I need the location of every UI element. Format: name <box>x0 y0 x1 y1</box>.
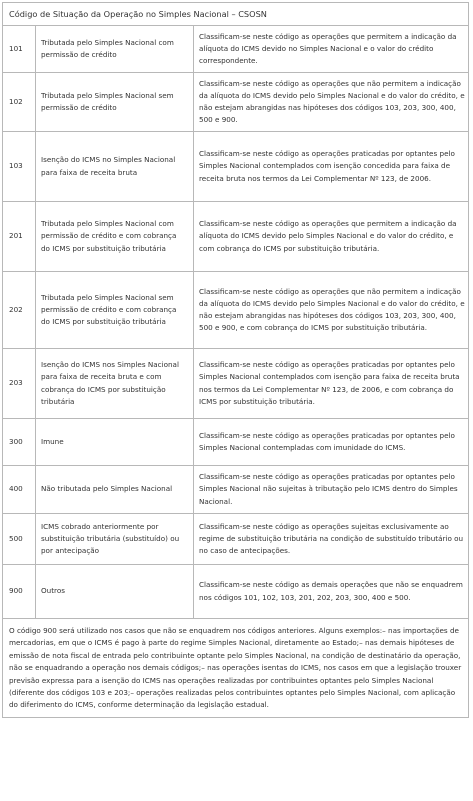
row-code: 400 <box>3 466 36 513</box>
table-row <box>3 132 468 202</box>
row-description: Classificam-se neste código as operações que não permitem a indicação da alíquota do ICMS devido pelo Simples Nacional e do valor do crédito, e não estejam abrangidas nas hipóteses dos códigos 103, 203, 300, 400, 500 e 900, e com cobrança do ICMS por substituição tributária. <box>199 286 465 333</box>
row-name: Tributada pelo Simples Nacional sem permissão de crédito <box>36 73 194 131</box>
footnote: O código 900 será utilizado nos casos que não se enquadrem nos códigos anteriores. Alguns exemplos:– nas importações de mercadorias, em que o ICMS é pago à parte do regime Simples Nacional, diretamente ao Estado;– nas demais hipóteses de emissão de nota fiscal de entrada pelo contribuinte optante pelo Simples Nacional, na condição de destinatário da operação, não se enquadrando a operação nos demais códigos;– nas operações isentas do ICMS, nos casos em que a legislação trouxer previsão expressa para a isenção do ICMS nas operações realizadas por contribuintes optantes pelo Simples Nacional (diferente dos códigos 103 e 203;– operações realizadas pelos contribuintes optantes pelo Simples Nacional, com aplicação do diferimento do ICMS, conforme determinação da legislação estadual. <box>9 626 462 710</box>
row-code: 202 <box>3 272 36 348</box>
row-name: Tributada pelo Simples Nacional com permissão de crédito e com cobrança do ICMS por substituição tributária <box>36 202 194 271</box>
row-code: 300 <box>3 419 36 465</box>
row-name: ICMS cobrado anteriormente por substituição tributária (substituído) ou por antecipação <box>36 514 194 564</box>
row-name: Não tributada pelo Simples Nacional <box>36 466 194 513</box>
row-code: 103 <box>3 132 36 201</box>
csosn-table <box>2 2 469 718</box>
row-description: Classificam-se neste código as operações praticadas por optantes pelo Simples Nacional contemplados com isenção para faixa de receita bruta nos termos da Lei Complementar Nº 123, de 2006, e com cobrança do ICMS por substituição tributária. <box>199 360 460 406</box>
row-code: 201 <box>3 202 36 271</box>
row-description: Classificam-se neste código as operações sujeitas exclusivamente ao regime de substituição tributária na condição de substituído tributário ou no caso de antecipações. <box>199 521 464 556</box>
row-description: Classificam-se neste código as demais operações que não se enquadrem nos códigos 101, 102, 103, 201, 202, 203, 300, 400 e 500. <box>199 580 463 602</box>
table-row <box>3 26 468 73</box>
row-description: Classificam-se neste código as operações que permitem a indicação da alíquota do ICMS devido no Simples Nacional e o valor do crédito correspondente. <box>199 31 457 66</box>
table-row <box>3 565 468 619</box>
table-row <box>3 202 468 272</box>
table-row <box>3 514 468 565</box>
row-code: 500 <box>3 514 36 564</box>
row-name: Outros <box>36 565 194 618</box>
table-row <box>3 466 468 514</box>
row-description: Classificam-se neste código as operações praticadas por optantes pelo Simples Nacional não sujeitas à tributação pelo ICMS dentro do Simples Nacional. <box>199 472 458 506</box>
row-name: Isenção do ICMS nos Simples Nacional para faixa de receita bruta e com cobrança do ICMS por substituição tributária <box>36 349 194 418</box>
row-code: 101 <box>3 26 36 72</box>
table-row <box>3 349 468 419</box>
row-name: Imune <box>36 419 194 465</box>
row-description: Classificam-se neste código as operações que não permitem a indicação da alíquota do ICMS devido pelo Simples Nacional e do valor do crédito, e não estejam abrangidas nas hipóteses dos códigos 103, 203, 300, 400, 500 e 900. <box>199 78 465 125</box>
row-code: 900 <box>3 565 36 618</box>
row-name: Tributada pelo Simples Nacional sem permissão de crédito e com cobrança do ICMS por substituição tributária <box>36 272 194 348</box>
row-description: Classificam-se neste código as operações praticadas por optantes pelo Simples Nacional contemplados com isenção concedida para faixa de receita bruta nos termos da Lei Complementar Nº 123, de 2006. <box>199 149 455 183</box>
table-title: Código de Situação da Operação no Simples Nacional – CSOSN <box>3 3 468 26</box>
row-description: Classificam-se neste código as operações que permitem a indicação da alíquota do ICMS devido pelo Simples Nacional e do valor do crédito, e com cobrança do ICMS por substituição tributária. <box>199 219 457 253</box>
table-row <box>3 419 468 466</box>
row-name: Isenção do ICMS no Simples Nacional para faixa de receita bruta <box>36 132 194 201</box>
table-row <box>3 272 468 349</box>
row-code: 203 <box>3 349 36 418</box>
table-row <box>3 73 468 132</box>
row-name: Tributada pelo Simples Nacional com permissão de crédito <box>36 26 194 72</box>
row-description: Classificam-se neste código as operações praticadas por optantes pelo Simples Nacional contempladas com imunidade do ICMS. <box>199 430 455 452</box>
row-code: 102 <box>3 73 36 131</box>
